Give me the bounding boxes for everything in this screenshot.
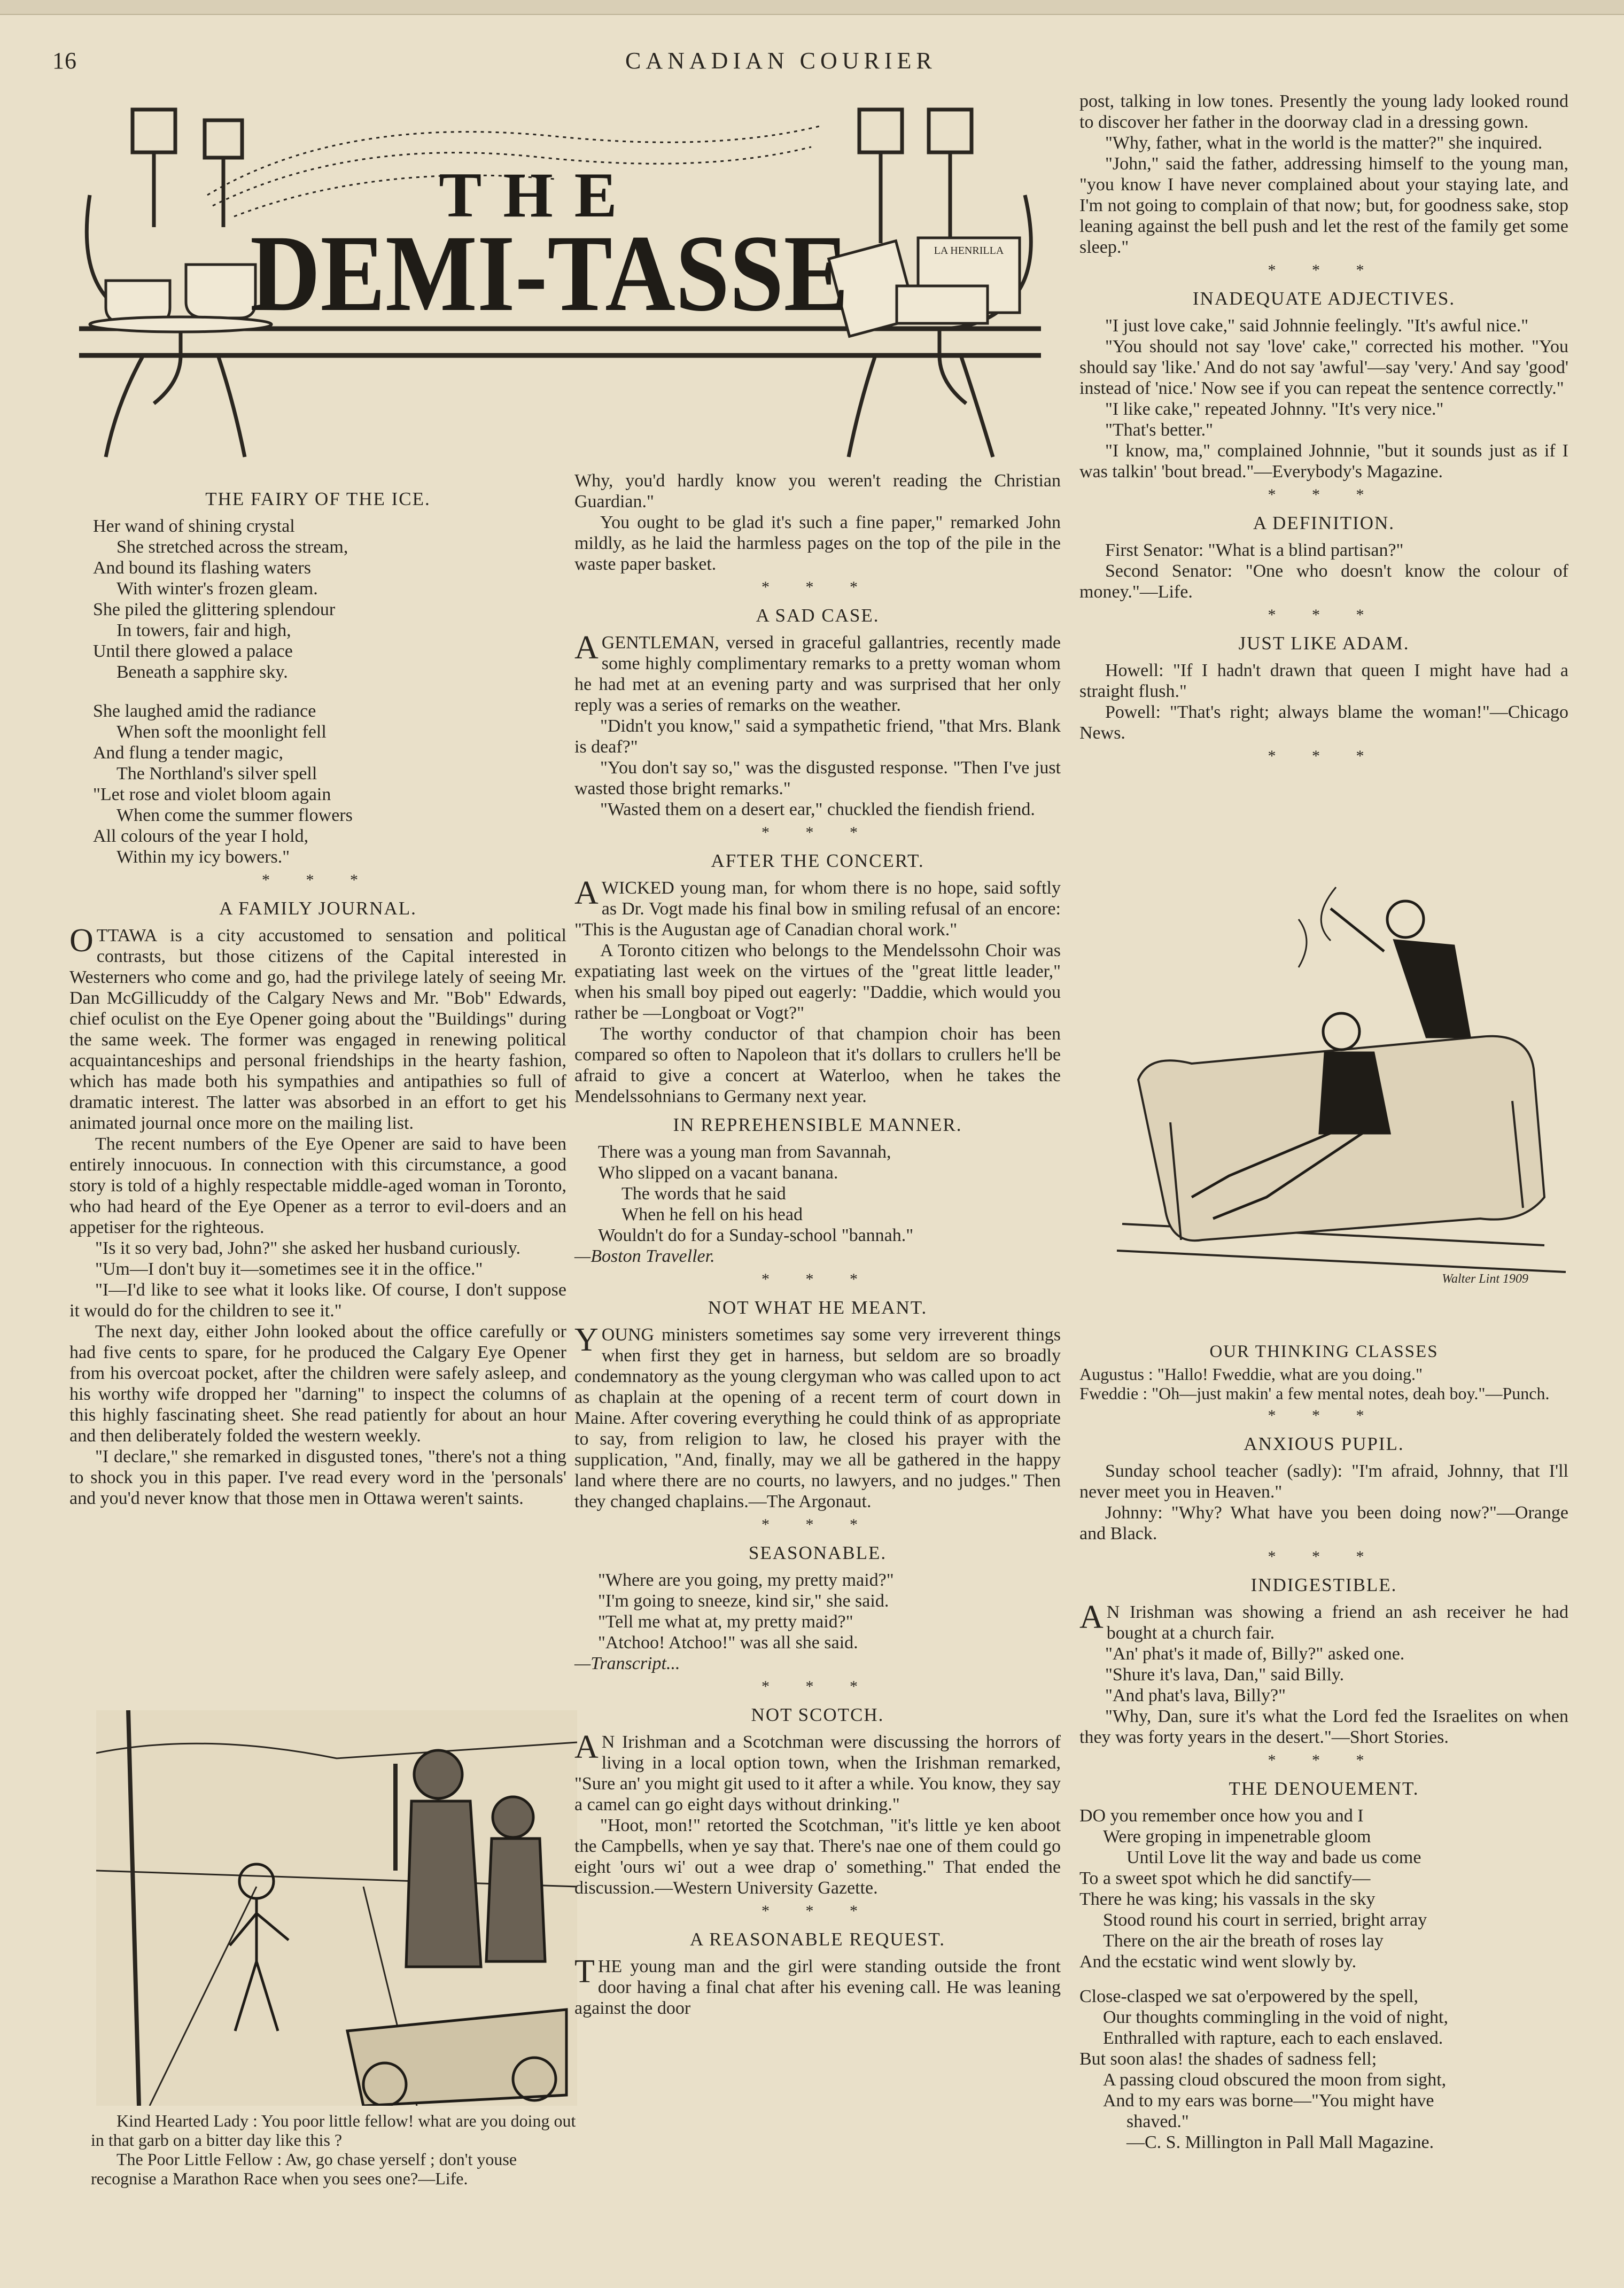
verse-line: Until there glowed a palace xyxy=(93,641,293,661)
verse-line: Who slipped on a vacant banana. xyxy=(598,1163,838,1183)
verse-line: With winter's frozen gleam. xyxy=(116,579,318,599)
cartoon-marathon-illustration xyxy=(96,1710,577,2106)
source-credit: —Transcript... xyxy=(574,1654,680,1673)
verse-line: Enthralled with rapture, each to each enslaved. xyxy=(1103,2028,1443,2048)
paragraph: The worthy conductor of that champion choir has been compared so often to Napoleon that it's dollars to crullers he'll be afraid to give a concert at Waterloo, when he takes the Mendelssohnians to Germany next year. xyxy=(574,1024,1061,1106)
source-credit: —C. S. Millington in Pall Mall Magazine. xyxy=(1126,2132,1434,2152)
verse-line: "I'm going to sneeze, kind sir," she said. xyxy=(598,1591,889,1611)
poem-fairy-of-the-ice xyxy=(69,516,566,867)
paragraph: Sunday school teacher (sadly): "I'm afraid, Johnny, that I'll never meet you in Heaven." xyxy=(1079,1461,1568,1502)
banner-right-legs xyxy=(849,355,993,457)
article-title: AFTER THE CONCERT. xyxy=(711,850,924,871)
paragraph: Johnny: "Why? What have you been doing now?"—Orange and Black. xyxy=(1079,1503,1568,1544)
section-separator: * * * xyxy=(1268,1548,1380,1565)
banner-left-posts xyxy=(154,152,223,227)
paragraph: "Didn't you know," said a sympathetic friend, "that Mrs. Blank is deaf?" xyxy=(574,716,1061,757)
verse-line: Her wand of shining crystal xyxy=(93,516,295,536)
section-separator: * * * xyxy=(762,1270,874,1288)
section-separator: * * * xyxy=(1268,606,1380,624)
verse-line: Our thoughts commingling in the void of night, xyxy=(1103,2007,1448,2027)
verse-line: When soft the moonlight fell xyxy=(116,722,327,742)
column-3 xyxy=(1079,91,1568,767)
paragraph: THE young man and the girl were standing outside the front door having a final chat after his evening call. He was leaning against the door xyxy=(574,1953,1061,2018)
paragraph: "You don't say so," was the disgusted response. "Then I've just wasted those bright remarks." xyxy=(574,758,1061,798)
column-2 xyxy=(574,470,1061,2019)
section-separator: * * * xyxy=(1268,1407,1380,1424)
paragraph: "Hoot, mon!" retorted the Scotchman, "it's little ye ken aboot the Campbells, when ye say that. There's nae one of them could go eight 'ours wi' out a wee drap o' something." That ended the discussion.—Western University Gazette. xyxy=(574,1816,1061,1898)
paragraph: "You should not say 'love' cake," corrected his mother. "You should say 'like.' And do not say 'awful'—say 'very.' And say 'good' instead of 'nice.' Now see if you can repeat the sentence correctly." xyxy=(1079,337,1568,398)
article-title: INADEQUATE ADJECTIVES. xyxy=(1192,288,1456,309)
paragraph: Powell: "That's right; always blame the woman!"—Chicago News. xyxy=(1079,702,1568,743)
verse-line: The words that he said xyxy=(621,1184,786,1204)
verse-line: "Let rose and violet bloom again xyxy=(93,785,331,804)
verse-line: Were groping in impenetrable gloom xyxy=(1103,1827,1371,1847)
verse-line: And bound its flashing waters xyxy=(93,558,311,578)
article-title: NOT SCOTCH. xyxy=(751,1704,884,1725)
verse-line: A passing cloud obscured the moon from sight, xyxy=(1103,2070,1447,2090)
section-separator: * * * xyxy=(1268,747,1380,765)
paragraph: AGENTLEMAN, versed in graceful gallantries, recently made some highly complimentary remarks to a pretty woman whom he had met at an evening party and was surprised that her only reply was a series of remarks on the weather. xyxy=(574,630,1061,715)
banner-right-posts xyxy=(881,152,950,243)
caption-line: Kind Hearted Lady : You poor little fellow! what are you doing out in that garb on a bitter day like this ? xyxy=(91,2111,576,2150)
poem-seasonable xyxy=(574,1570,1061,1674)
paragraph: AWICKED young man, for whom there is no hope, said softly as Dr. Vogt made his final bow in smiling refusal of an encore: "This is the Augustan age of Canadian choral work." xyxy=(574,875,1061,940)
paragraph: "Why, Dan, sure it's what the Lord fed the Israelites on when they was forty years in the desert."—Short Stories. xyxy=(1079,1707,1568,1747)
paragraph: You ought to be glad it's such a fine paper," remarked John mildly, as he laid the harmless pages on the top of the pile in the waste paper basket. xyxy=(574,513,1061,574)
article-title: SEASONABLE. xyxy=(748,1542,887,1563)
page-top-edge xyxy=(0,0,1624,15)
verse-line: She laughed amid the radiance xyxy=(93,701,316,721)
verse-line: Close-clasped we sat o'erpowered by the spell, xyxy=(1079,1987,1418,2006)
running-title: CANADIAN COURIER xyxy=(625,48,937,74)
paragraph: "Shure it's lava, Dan," said Billy. xyxy=(1105,1665,1345,1685)
verse-line: But soon alas! the shades of sadness fell; xyxy=(1079,2049,1377,2069)
verse-line: All colours of the year I hold, xyxy=(93,826,309,846)
cartoon-caption-title: OUR THINKING CLASSES xyxy=(1209,1342,1439,1361)
banner-teacup-2 xyxy=(186,265,255,318)
paragraph: First Senator: "What is a blind partisan?" xyxy=(1105,540,1404,560)
paragraph: "And phat's lava, Billy?" xyxy=(1105,1686,1286,1705)
cartoon-marathon-caption xyxy=(91,2111,582,2188)
paragraph: "Wasted them on a desert ear," chuckled the fiendish friend. xyxy=(600,800,1035,819)
article-title: IN REPREHENSIBLE MANNER. xyxy=(673,1114,962,1135)
section-separator: * * * xyxy=(762,824,874,841)
section-separator: * * * xyxy=(762,1678,874,1695)
paragraph: "I declare," she remarked in disgusted tones, "there's not a thing to shock you in this paper. I've read every word in the 'personals' and you'd never know that those men in Ottawa weren't saints. xyxy=(69,1447,566,1508)
paragraph: The recent numbers of the Eye Opener are said to have been entirely innocuous. In connection with this circumstance, a good story is told of a highly respectable middle-aged woman in Toronto, who had heard of the Eye Opener as a terror to evil-doers and an appetiser for the righteous. xyxy=(69,1134,566,1237)
paragraph: "Why, father, what in the world is the matter?" she inquired. xyxy=(1105,133,1543,153)
banner-left-post-cap xyxy=(133,110,175,152)
paragraph: "An' phat's it made of, Billy?" asked one. xyxy=(1105,1644,1405,1664)
verse-line: And to my ears was borne—"You might have xyxy=(1103,2091,1434,2111)
article-title: JUST LIKE ADAM. xyxy=(1238,633,1410,654)
caption-line: The Poor Little Fellow : Aw, go chase yerself ; don't youse recognise a Marathon Race when you sees one?—Life. xyxy=(91,2150,517,2188)
paragraph: A Toronto citizen who belongs to the Mendelssohn Choir was expatiating last week on the virtues of the "great little leader," when his small boy piped out eagerly: "Daddie, which would you rather be —Longboat or Vogt?" xyxy=(574,941,1061,1023)
cartoon-thinking-classes-illustration xyxy=(1106,877,1576,1309)
banner-saucer xyxy=(90,317,271,332)
article-title: ANXIOUS PUPIL. xyxy=(1244,1433,1404,1454)
verse-line: There was a young man from Savannah, xyxy=(598,1142,891,1162)
paragraph: post, talking in low tones. Presently the young lady looked round to discover her father in the doorway clad in a dressing gown. xyxy=(1079,91,1568,132)
article-title: A FAMILY JOURNAL. xyxy=(219,898,417,919)
banner-right-post-cap xyxy=(859,110,902,152)
paragraph: AN Irishman was showing a friend an ash receiver he had bought at a church fair. xyxy=(1079,1599,1568,1643)
verse-line: "Where are you going, my pretty maid?" xyxy=(598,1570,894,1590)
paragraph: "I like cake," repeated Johnny. "It's very nice." xyxy=(1105,399,1444,419)
page-number: 16 xyxy=(52,48,77,74)
verse-line: "Atchoo! Atchoo!" was all she said. xyxy=(598,1633,858,1653)
section-separator: * * * xyxy=(262,871,374,889)
paragraph: "Is it so very bad, John?" she asked her husband curiously. xyxy=(95,1238,521,1258)
article-title: INDIGESTIBLE. xyxy=(1250,1575,1397,1595)
caption-line: Fweddie : "Oh—just makin' a few mental notes, deah boy."—Punch. xyxy=(1079,1384,1550,1403)
paragraph: AN Irishman and a Scotchman were discussing the horrors of living in a local option town, when the Irishman remarked, "Sure an' you might git used to it after a while. You know, they say a camel can go eight days without drinking." xyxy=(574,1729,1061,1814)
banner-left-post-cap-2 xyxy=(205,120,242,158)
poem-denouement xyxy=(1079,1805,1568,2153)
source-credit: —Boston Traveller. xyxy=(574,1246,715,1266)
verse-line: The Northland's silver spell xyxy=(116,764,317,784)
verse-line: When he fell on his head xyxy=(621,1205,803,1224)
article-title: A REASONABLE REQUEST. xyxy=(690,1929,945,1950)
verse-line: And flung a tender magic, xyxy=(93,743,283,763)
paragraph: Why, you'd hardly know you weren't reading the Christian Guardian." xyxy=(574,471,1061,511)
article-title: A SAD CASE. xyxy=(756,605,880,626)
verse-line: There on the air the breath of roses lay xyxy=(1103,1931,1384,1951)
paragraph: "John," said the father, addressing himself to the young man, "you know I have never complained about your staying late, and I'm not going to complain of that now; but, for goodness sake, stop leaning against the bell push and let the rest of the family get some sleep." xyxy=(1079,154,1568,257)
verse-line: Within my icy bowers." xyxy=(116,847,290,867)
paragraph: OTTAWA is a city accustomed to sensation and political contrasts, but those citizens of the Capital interested in Westerners who come and go, had the privilege lately of seeing Mr. Dan McGillicuddy of the Calgary News and Mr. "Bob" Edwards, chief oculist on the Eye Opener going about the "Buildings" during the same week. The former was engaged in renewing political acquaintanceships and personal friendships in the hearty fashion, which has made both his sympathies and antipathies so full of dramatic interest. The latter was absorbed in an effort to get his animated journal once more on the mailing list. xyxy=(69,922,566,1133)
paragraph: "Um—I don't buy it—sometimes see it in the office." xyxy=(95,1259,483,1279)
demi-tasse-banner xyxy=(74,104,1046,473)
banner-word-the: THE xyxy=(439,159,639,230)
banner-matchbox xyxy=(897,286,988,323)
verse-line: When come the summer flowers xyxy=(116,805,353,825)
verse-line: To a sweet spot which he did sanctify— xyxy=(1079,1868,1371,1888)
paragraph: "I—I'd like to see what it looks like. Of course, I don't suppose it would do for the children to see it." xyxy=(69,1280,566,1321)
banner-cigar-label: LA HENRILLA xyxy=(934,245,1004,257)
verse-line: Stood round his court in serried, bright array xyxy=(1103,1910,1427,1930)
column-1 xyxy=(69,481,566,1509)
section-separator: * * * xyxy=(762,1902,874,1920)
limerick xyxy=(574,1142,1061,1267)
paragraph: Second Senator: "One who doesn't know the colour of money."—Life. xyxy=(1079,561,1568,602)
section-separator: * * * xyxy=(762,578,874,596)
banner-right-post-cap-2 xyxy=(929,110,972,152)
article-title: THE DENOUEMENT. xyxy=(1229,1778,1419,1799)
verse-line: And the ecstatic wind went slowly by. xyxy=(1079,1952,1357,1972)
banner-left-legs xyxy=(106,355,245,457)
verse-line: There he was king; his vassals in the sky xyxy=(1079,1889,1376,1909)
verse-line: shaved." xyxy=(1126,2112,1189,2131)
verse-line: Beneath a sapphire sky. xyxy=(116,662,288,682)
section-separator: * * * xyxy=(1268,261,1380,279)
paragraph: "I know, ma," complained Johnnie, "but it sounds just as if I was talkin' 'bout bread."—Everybody's Magazine. xyxy=(1079,441,1568,482)
section-separator: * * * xyxy=(762,1516,874,1533)
verse-line: In towers, fair and high, xyxy=(116,621,291,640)
paragraph: The next day, either John looked about the office carefully or had five cents to spare, for he produced the Calgary Eye Opener from his overcoat pocket, after the children were safely asleep, and his worthy wife dropped her "darning" to inspect the columns of this highly fascinating sheet. She read patiently for about an hour and then deliberately folded the western weekly. xyxy=(69,1322,566,1446)
article-title: A DEFINITION. xyxy=(1253,513,1395,533)
banner-word-demitasse: DEMI-TASSE xyxy=(250,213,849,334)
verse-line: She stretched across the stream, xyxy=(116,537,348,557)
article-title: THE FAIRY OF THE ICE. xyxy=(205,488,431,509)
verse-line: Until Love lit the way and bade us come xyxy=(1126,1848,1421,1867)
verse-line: She piled the glittering splendour xyxy=(93,600,336,619)
column-3-lower xyxy=(1079,1341,1568,2153)
cartoon-artist-signature: Walter Lint 1909 xyxy=(1442,1272,1528,1286)
section-separator: * * * xyxy=(1268,486,1380,503)
paragraph: "I just love cake," said Johnnie feelingly. "It's awful nice." xyxy=(1105,316,1529,336)
section-separator: * * * xyxy=(1268,1751,1380,1769)
paragraph: "That's better." xyxy=(1105,420,1213,440)
verse-line: "Tell me what at, my pretty maid?" xyxy=(598,1612,853,1632)
verse-line: DO you remember once how you and I xyxy=(1079,1806,1364,1826)
verse-line: Wouldn't do for a Sunday-school "bannah." xyxy=(598,1226,914,1245)
article-title: NOT WHAT HE MEANT. xyxy=(708,1297,928,1318)
paragraph: YOUNG ministers sometimes say some very irreverent things when first they get in harness, but seldom are so broadly condemnatory as the young clergyman who was called upon to act as chaplain at the opening of a recent term of court down in Maine. After covering everything he could think of as appropriate to say, from religion to law, he closed his prayer with the supplication, "And, finally, may we all be gathered in the happy land where there are no courts, no lawyers, and no judges." Then they changed chaplains.—The Argonaut. xyxy=(574,1322,1061,1511)
caption-line: Augustus : "Hallo! Fweddie, what are you doing." xyxy=(1079,1364,1423,1384)
paragraph: Howell: "If I hadn't drawn that queen I might have had a straight flush." xyxy=(1079,661,1568,701)
